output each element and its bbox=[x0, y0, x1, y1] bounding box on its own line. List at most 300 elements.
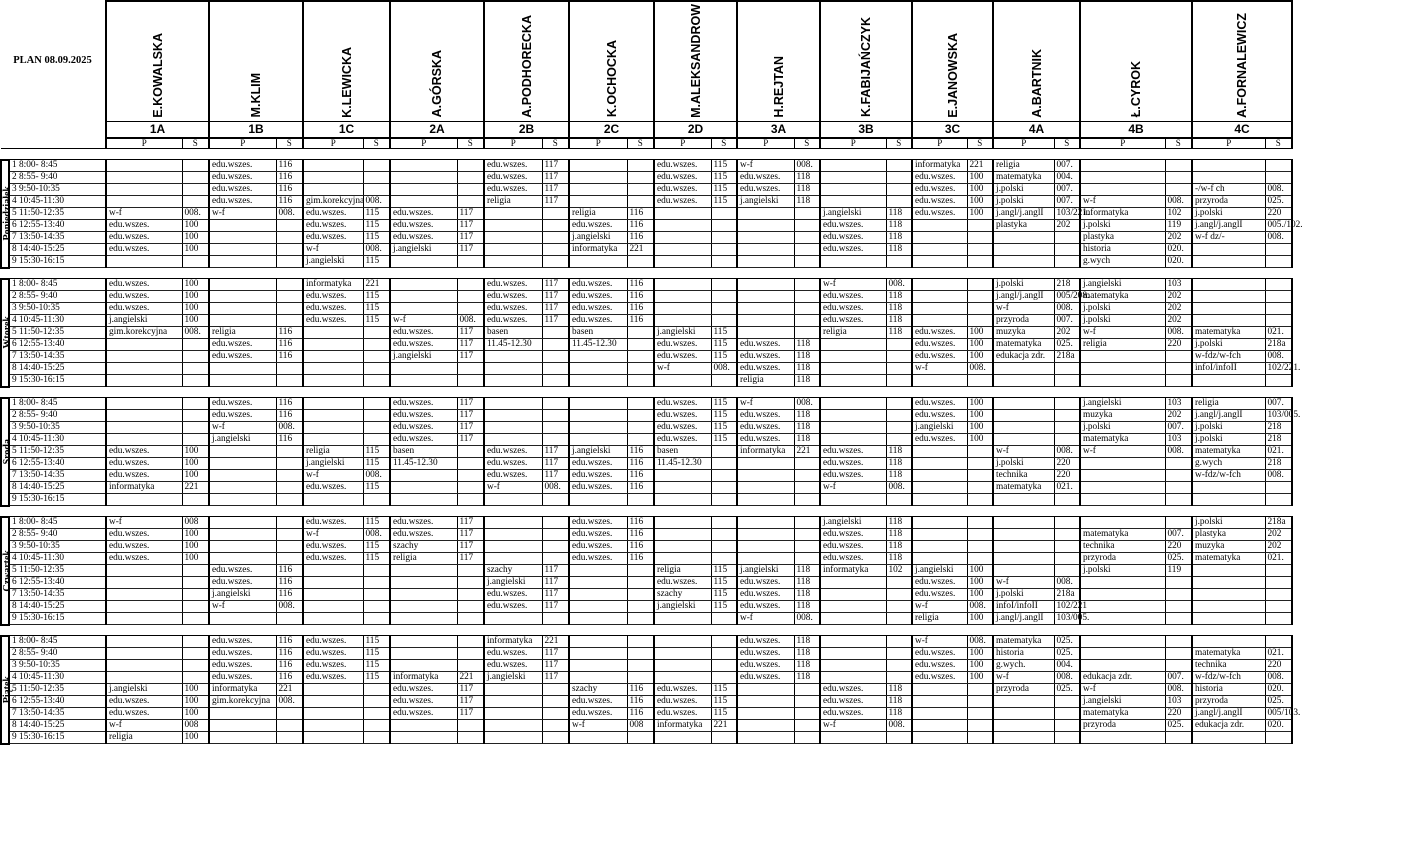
room-cell bbox=[363, 398, 390, 410]
room-cell: 117 bbox=[457, 351, 484, 363]
class-name: 2C bbox=[569, 121, 654, 138]
room-cell: 008. bbox=[1165, 446, 1192, 458]
subject-cell bbox=[993, 398, 1054, 410]
room-cell: 115 bbox=[363, 446, 390, 458]
lesson-row bbox=[1, 220, 1424, 232]
room-cell: 221 bbox=[363, 279, 390, 291]
room-cell bbox=[886, 732, 912, 744]
subject-cell bbox=[654, 208, 711, 220]
subject-cell bbox=[737, 732, 794, 744]
subject-cell bbox=[303, 577, 363, 589]
subject-cell bbox=[1192, 160, 1265, 172]
subject-cell: edu.wszes. bbox=[654, 708, 711, 720]
subject-cell: 11.45-12.30 bbox=[484, 339, 542, 351]
subject-cell: w-f bbox=[654, 363, 711, 375]
subject-cell: infoI/infoII bbox=[993, 601, 1054, 613]
room-cell: 118 bbox=[794, 375, 820, 387]
room-cell bbox=[542, 422, 569, 434]
header-corner bbox=[1, 138, 106, 149]
room-cell: 116 bbox=[276, 648, 303, 660]
room-cell: 221 bbox=[711, 720, 737, 732]
subject-cell: edu.wszes. bbox=[654, 410, 711, 422]
room-cell: 025. bbox=[1054, 339, 1080, 351]
room-cell: 100 bbox=[182, 244, 209, 256]
subject-cell: edu.wszes. bbox=[912, 660, 967, 672]
subject-cell bbox=[569, 172, 627, 184]
room-cell: 116 bbox=[627, 541, 654, 553]
subject-cell bbox=[1192, 565, 1265, 577]
room-cell bbox=[627, 172, 654, 184]
room-cell: 115 bbox=[711, 708, 737, 720]
room-cell bbox=[886, 375, 912, 387]
room-cell bbox=[542, 327, 569, 339]
subject-cell: edu.wszes. bbox=[912, 327, 967, 339]
subject-cell bbox=[106, 256, 182, 268]
subject-cell bbox=[654, 672, 711, 684]
room-cell: 202 bbox=[1165, 291, 1192, 303]
subject-cell bbox=[737, 517, 794, 529]
room-cell bbox=[627, 494, 654, 506]
subject-cell bbox=[737, 315, 794, 327]
room-cell: 102 bbox=[886, 565, 912, 577]
subject-cell bbox=[993, 696, 1054, 708]
room-cell: 008. bbox=[1265, 351, 1292, 363]
lesson-row bbox=[1, 517, 1424, 529]
room-cell: 116 bbox=[627, 529, 654, 541]
subject-cell bbox=[484, 256, 542, 268]
lesson-time: 2 8:55- 9:40 bbox=[9, 410, 106, 422]
room-cell: 117 bbox=[457, 696, 484, 708]
lesson-time: 3 9:50-10:35 bbox=[9, 541, 106, 553]
subject-cell: edu.wszes. bbox=[303, 517, 363, 529]
subject-cell bbox=[912, 303, 967, 315]
subject-cell bbox=[303, 565, 363, 577]
subject-cell: edu.wszes. bbox=[912, 410, 967, 422]
subject-cell: edukacja zdr. bbox=[1192, 720, 1265, 732]
room-cell: 117 bbox=[542, 601, 569, 613]
subject-cell bbox=[912, 494, 967, 506]
subject-cell: matematyka bbox=[1192, 553, 1265, 565]
subject-cell: j.polski bbox=[1080, 565, 1165, 577]
subject-cell: edu.wszes. bbox=[106, 244, 182, 256]
room-cell bbox=[627, 339, 654, 351]
col-header-s: S bbox=[627, 138, 654, 149]
subject-cell bbox=[106, 172, 182, 184]
subject-cell: j.angielski bbox=[209, 434, 276, 446]
subject-cell bbox=[390, 470, 457, 482]
subject-cell bbox=[654, 517, 711, 529]
room-cell bbox=[542, 220, 569, 232]
room-cell: 118 bbox=[794, 565, 820, 577]
room-cell: 116 bbox=[276, 410, 303, 422]
subject-cell: edu.wszes. bbox=[390, 708, 457, 720]
room-cell: 220 bbox=[1054, 458, 1080, 470]
room-cell bbox=[627, 601, 654, 613]
room-cell bbox=[1265, 482, 1292, 494]
subject-cell bbox=[820, 196, 886, 208]
room-cell: 118 bbox=[794, 434, 820, 446]
room-cell bbox=[794, 244, 820, 256]
lesson-time: 1 8:00- 8:45 bbox=[9, 160, 106, 172]
room-cell: 100 bbox=[182, 541, 209, 553]
room-cell bbox=[182, 565, 209, 577]
subject-cell: edu.wszes. bbox=[737, 589, 794, 601]
subject-cell bbox=[390, 494, 457, 506]
room-cell bbox=[1054, 232, 1080, 244]
subject-cell: religia bbox=[390, 553, 457, 565]
subject-cell bbox=[484, 422, 542, 434]
lesson-row bbox=[1, 696, 1424, 708]
separator-cell bbox=[1, 506, 1292, 517]
subject-cell: w-f bbox=[820, 482, 886, 494]
subject-cell bbox=[209, 363, 276, 375]
day-name: Czwartek bbox=[2, 549, 13, 592]
room-cell: 007. bbox=[1165, 422, 1192, 434]
lesson-row bbox=[1, 684, 1424, 696]
room-cell bbox=[1265, 375, 1292, 387]
day-separator bbox=[1, 268, 1424, 279]
subject-cell bbox=[209, 517, 276, 529]
room-cell bbox=[1265, 256, 1292, 268]
subject-cell bbox=[737, 708, 794, 720]
subject-cell: edu.wszes. bbox=[569, 279, 627, 291]
subject-cell: gim.korekcyjna bbox=[209, 696, 276, 708]
subject-cell bbox=[1192, 601, 1265, 613]
subject-cell: edu.wszes. bbox=[912, 172, 967, 184]
room-cell: 100 bbox=[967, 184, 993, 196]
lesson-row bbox=[1, 672, 1424, 684]
subject-cell bbox=[820, 648, 886, 660]
room-cell bbox=[886, 577, 912, 589]
col-header-s: S bbox=[967, 138, 993, 149]
subject-cell: w-f bbox=[912, 363, 967, 375]
room-cell: 100 bbox=[182, 446, 209, 458]
subject-cell bbox=[106, 410, 182, 422]
subject-cell bbox=[820, 577, 886, 589]
lesson-row bbox=[1, 160, 1424, 172]
subject-cell: edu.wszes. bbox=[654, 684, 711, 696]
room-cell bbox=[182, 363, 209, 375]
room-cell: 202 bbox=[1165, 303, 1192, 315]
room-cell bbox=[794, 279, 820, 291]
subject-cell: edu.wszes. bbox=[737, 172, 794, 184]
subject-cell: edu.wszes. bbox=[209, 672, 276, 684]
room-cell: 116 bbox=[276, 351, 303, 363]
room-cell bbox=[276, 613, 303, 625]
subject-cell bbox=[1192, 375, 1265, 387]
class-name: 3C bbox=[912, 121, 993, 138]
subject-cell bbox=[484, 363, 542, 375]
room-cell bbox=[457, 363, 484, 375]
room-cell bbox=[967, 446, 993, 458]
room-cell: 100 bbox=[182, 303, 209, 315]
room-cell: 115 bbox=[363, 220, 390, 232]
room-cell: 007. bbox=[1265, 398, 1292, 410]
subject-cell: matematyka bbox=[1080, 291, 1165, 303]
room-cell: 008. bbox=[886, 482, 912, 494]
teacher-header bbox=[569, 1, 654, 121]
subject-cell bbox=[390, 601, 457, 613]
room-cell bbox=[627, 410, 654, 422]
subject-cell: w-f bbox=[484, 482, 542, 494]
room-cell bbox=[276, 541, 303, 553]
subject-cell: edu.wszes. bbox=[484, 279, 542, 291]
subject-cell bbox=[484, 720, 542, 732]
room-cell bbox=[886, 196, 912, 208]
room-cell: 115 bbox=[711, 410, 737, 422]
subject-cell bbox=[390, 279, 457, 291]
room-cell: 117 bbox=[457, 327, 484, 339]
subject-cell bbox=[1080, 589, 1165, 601]
subject-cell: edu.wszes. bbox=[484, 601, 542, 613]
subject-cell: matematyka bbox=[1080, 708, 1165, 720]
room-cell bbox=[363, 351, 390, 363]
teacher-header bbox=[737, 1, 820, 121]
subject-cell: edu.wszes. bbox=[303, 660, 363, 672]
room-cell bbox=[182, 160, 209, 172]
subject-cell: edu.wszes. bbox=[484, 184, 542, 196]
room-cell: 007. bbox=[1165, 529, 1192, 541]
room-cell bbox=[182, 672, 209, 684]
lesson-row bbox=[1, 363, 1424, 375]
room-cell: 008. bbox=[794, 160, 820, 172]
col-header-p: P bbox=[484, 138, 542, 149]
lesson-time: 6 12:55-13:40 bbox=[9, 220, 106, 232]
room-cell bbox=[457, 446, 484, 458]
room-cell bbox=[1165, 660, 1192, 672]
room-cell: 103/221. bbox=[1054, 208, 1080, 220]
room-cell: 220 bbox=[1165, 708, 1192, 720]
subject-cell bbox=[484, 541, 542, 553]
room-cell bbox=[182, 613, 209, 625]
subject-cell: j.angl/j.anglI bbox=[993, 291, 1054, 303]
day-name: Piątek bbox=[2, 675, 13, 704]
lesson-time: 8 14:40-15:25 bbox=[9, 363, 106, 375]
room-cell bbox=[1265, 565, 1292, 577]
room-cell: 008. bbox=[363, 529, 390, 541]
room-cell bbox=[967, 541, 993, 553]
lesson-time: 7 13:50-14:35 bbox=[9, 589, 106, 601]
teacher-header bbox=[484, 1, 569, 121]
subject-cell: edu.wszes. bbox=[390, 220, 457, 232]
room-cell: 117 bbox=[542, 660, 569, 672]
subject-cell bbox=[1192, 732, 1265, 744]
lesson-row bbox=[1, 208, 1424, 220]
room-cell: 005/103. bbox=[1265, 708, 1292, 720]
col-header-p: P bbox=[912, 138, 967, 149]
subject-cell: informatyka bbox=[654, 720, 711, 732]
room-cell: 100 bbox=[182, 696, 209, 708]
subject-cell: edu.wszes. bbox=[106, 279, 182, 291]
subject-cell bbox=[654, 613, 711, 625]
room-cell bbox=[711, 375, 737, 387]
subject-cell: w-f bbox=[820, 720, 886, 732]
room-cell: 021. bbox=[1265, 327, 1292, 339]
subject-cell: j.angl/j.anglI bbox=[993, 613, 1054, 625]
room-cell bbox=[794, 553, 820, 565]
subject-cell: edu.wszes. bbox=[737, 648, 794, 660]
subject-cell: j.polski bbox=[1192, 339, 1265, 351]
lesson-row bbox=[1, 565, 1424, 577]
subject-cell bbox=[654, 553, 711, 565]
subject-cell bbox=[569, 565, 627, 577]
subject-cell bbox=[484, 208, 542, 220]
room-cell: 020. bbox=[1165, 244, 1192, 256]
subject-cell bbox=[484, 220, 542, 232]
subject-cell: edukacja zdr. bbox=[1080, 672, 1165, 684]
subject-cell: edu.wszes. bbox=[209, 398, 276, 410]
subject-cell: edu.wszes. bbox=[209, 636, 276, 648]
subject-cell: edu.wszes. bbox=[484, 589, 542, 601]
room-cell: 115 bbox=[711, 422, 737, 434]
lesson-time: 9 15:30-16:15 bbox=[9, 613, 106, 625]
room-cell bbox=[1165, 494, 1192, 506]
room-cell: 220 bbox=[1265, 208, 1292, 220]
subject-cell bbox=[390, 375, 457, 387]
subject-cell bbox=[209, 613, 276, 625]
teacher-name: M.ALEKSANDROW bbox=[688, 3, 703, 118]
subject-cell: edu.wszes. bbox=[484, 172, 542, 184]
subject-cell bbox=[820, 636, 886, 648]
room-cell: 116 bbox=[276, 172, 303, 184]
room-cell bbox=[363, 696, 390, 708]
lesson-time: 4 10:45-11:30 bbox=[9, 553, 106, 565]
room-cell bbox=[363, 339, 390, 351]
room-cell bbox=[711, 613, 737, 625]
subject-cell: edu.wszes. bbox=[106, 303, 182, 315]
subject-cell bbox=[106, 160, 182, 172]
subject-cell bbox=[654, 244, 711, 256]
subject-cell: edu.wszes. bbox=[390, 208, 457, 220]
subject-cell: edu.wszes. bbox=[303, 553, 363, 565]
room-cell bbox=[627, 363, 654, 375]
lesson-row bbox=[1, 470, 1424, 482]
subject-cell: edu.wszes. bbox=[569, 541, 627, 553]
subject-cell bbox=[209, 232, 276, 244]
room-cell bbox=[1054, 256, 1080, 268]
room-cell bbox=[457, 291, 484, 303]
room-cell: 008. bbox=[1265, 672, 1292, 684]
subject-cell: edu.wszes. bbox=[106, 220, 182, 232]
subject-cell: j.angl/j.anglI bbox=[1192, 708, 1265, 720]
col-header-s: S bbox=[1265, 138, 1292, 149]
room-cell: 008. bbox=[711, 363, 737, 375]
subject-cell: j.polski bbox=[993, 196, 1054, 208]
subject-cell bbox=[569, 184, 627, 196]
room-cell: 008. bbox=[1054, 303, 1080, 315]
room-cell bbox=[276, 553, 303, 565]
room-cell bbox=[794, 494, 820, 506]
subject-cell: edu.wszes. bbox=[209, 660, 276, 672]
room-cell: 115 bbox=[711, 601, 737, 613]
subject-cell bbox=[912, 553, 967, 565]
lesson-time: 8 14:40-15:25 bbox=[9, 482, 106, 494]
room-cell bbox=[627, 375, 654, 387]
subject-cell bbox=[993, 565, 1054, 577]
lesson-row bbox=[1, 184, 1424, 196]
subject-cell: matematyka bbox=[1192, 648, 1265, 660]
subject-cell bbox=[820, 256, 886, 268]
room-cell bbox=[182, 422, 209, 434]
subject-cell bbox=[912, 696, 967, 708]
subject-cell bbox=[569, 351, 627, 363]
subject-cell bbox=[1192, 482, 1265, 494]
subject-cell: edu.wszes. bbox=[820, 303, 886, 315]
subject-cell bbox=[1080, 363, 1165, 375]
room-cell bbox=[967, 720, 993, 732]
subject-cell bbox=[820, 160, 886, 172]
subject-cell bbox=[106, 375, 182, 387]
subject-cell: edu.wszes. bbox=[820, 541, 886, 553]
room-cell bbox=[627, 660, 654, 672]
room-cell bbox=[363, 172, 390, 184]
lesson-row bbox=[1, 541, 1424, 553]
subject-cell bbox=[1080, 172, 1165, 184]
class-name: 1C bbox=[303, 121, 390, 138]
class-name: 3A bbox=[737, 121, 820, 138]
lesson-row bbox=[1, 458, 1424, 470]
room-cell bbox=[711, 244, 737, 256]
room-cell bbox=[276, 279, 303, 291]
room-cell bbox=[182, 434, 209, 446]
subject-cell bbox=[912, 446, 967, 458]
room-cell bbox=[276, 375, 303, 387]
room-cell bbox=[1265, 244, 1292, 256]
subject-cell: historia bbox=[1192, 684, 1265, 696]
room-cell bbox=[276, 303, 303, 315]
room-cell bbox=[967, 375, 993, 387]
lesson-row bbox=[1, 232, 1424, 244]
room-cell: 116 bbox=[627, 279, 654, 291]
col-header-s: S bbox=[276, 138, 303, 149]
room-cell: 118 bbox=[886, 708, 912, 720]
subject-cell: j.angielski bbox=[569, 232, 627, 244]
room-cell bbox=[457, 589, 484, 601]
subject-cell: edu.wszes. bbox=[654, 398, 711, 410]
room-cell: 116 bbox=[627, 446, 654, 458]
day-name: Środa bbox=[2, 438, 13, 465]
col-header-s: S bbox=[363, 138, 390, 149]
room-cell: 115 bbox=[711, 589, 737, 601]
subject-cell bbox=[1192, 315, 1265, 327]
room-cell: 118 bbox=[794, 660, 820, 672]
subject-cell: g.wych. bbox=[993, 660, 1054, 672]
room-cell bbox=[886, 160, 912, 172]
subject-cell bbox=[484, 410, 542, 422]
room-cell: 218a bbox=[1265, 339, 1292, 351]
lesson-time: 4 10:45-11:30 bbox=[9, 315, 106, 327]
subject-cell bbox=[303, 696, 363, 708]
subject-cell: edu.wszes. bbox=[209, 351, 276, 363]
lesson-time: 7 13:50-14:35 bbox=[9, 351, 106, 363]
subject-cell: j.angielski bbox=[303, 256, 363, 268]
subject-cell: basen bbox=[654, 446, 711, 458]
lesson-time: 2 8:55- 9:40 bbox=[9, 529, 106, 541]
room-cell bbox=[542, 494, 569, 506]
teacher-header bbox=[390, 1, 484, 121]
subject-cell: edu.wszes. bbox=[737, 636, 794, 648]
separator-cell bbox=[1, 268, 1292, 279]
room-cell bbox=[276, 315, 303, 327]
subject-cell: j.polski bbox=[1192, 517, 1265, 529]
col-header-p: P bbox=[993, 138, 1054, 149]
subject-cell bbox=[106, 363, 182, 375]
subject-cell: w-f bbox=[209, 208, 276, 220]
subject-cell: szachy bbox=[654, 589, 711, 601]
room-cell: 100 bbox=[182, 684, 209, 696]
subject-cell: edu.wszes. bbox=[209, 196, 276, 208]
subject-cell bbox=[820, 613, 886, 625]
